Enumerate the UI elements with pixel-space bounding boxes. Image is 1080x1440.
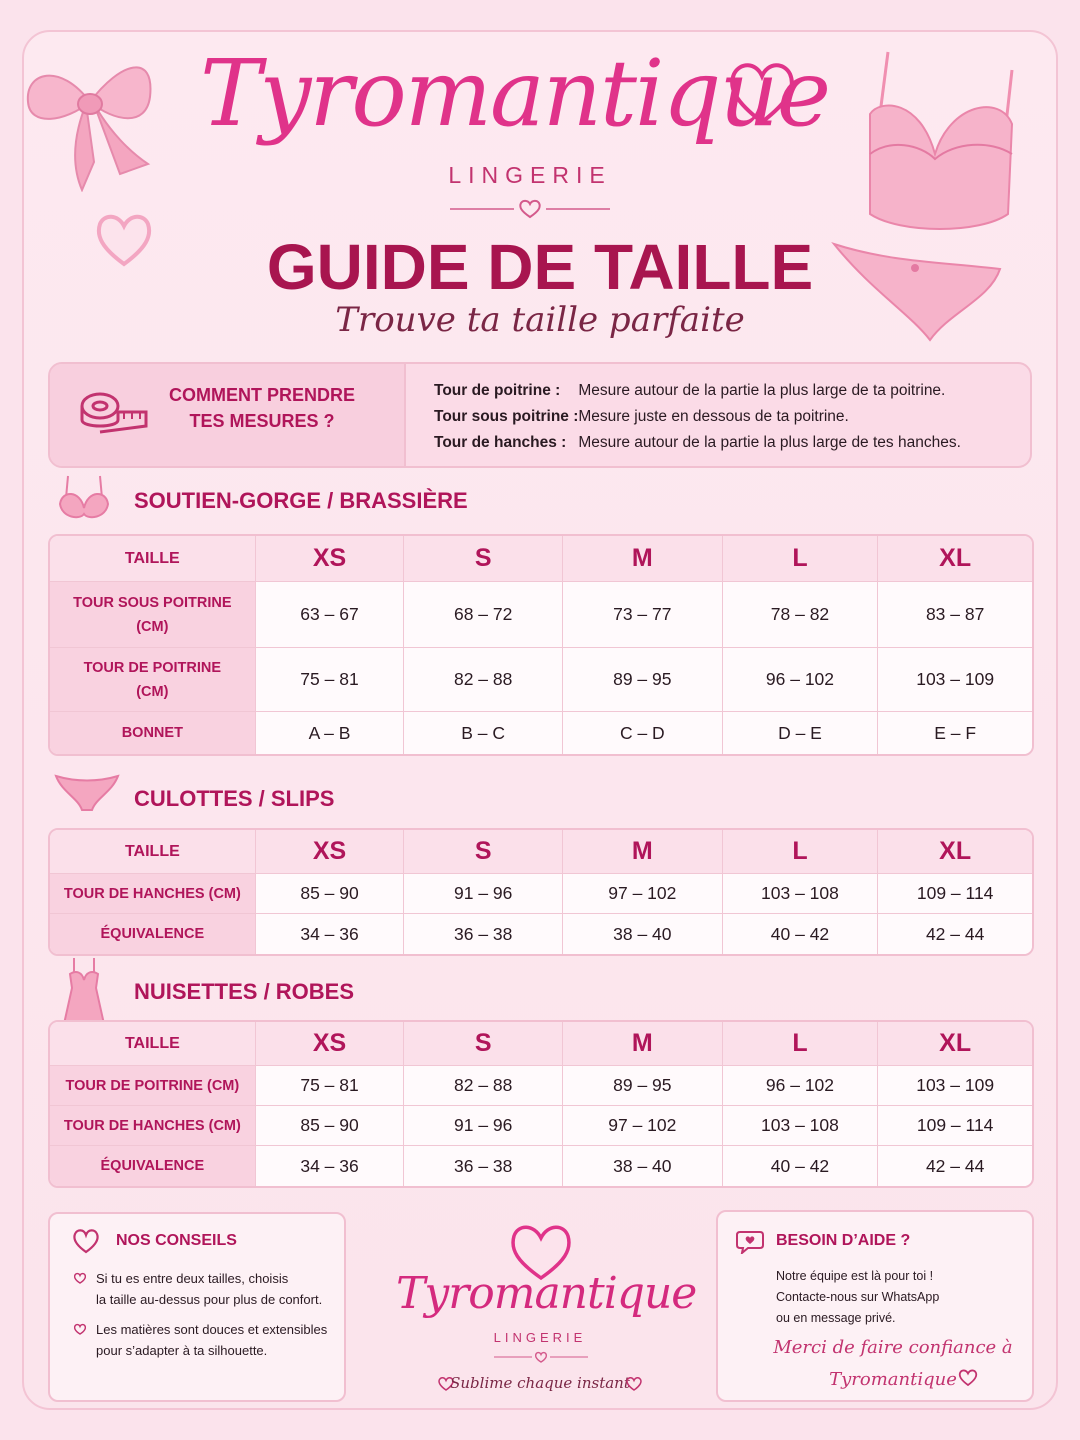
size-col-header: XL [878, 1022, 1032, 1066]
thanks-message [758, 1332, 1028, 1396]
size-col-header: XS [256, 1022, 405, 1066]
heart-outline-icon [722, 58, 802, 128]
table-cell: 68 – 72 [404, 582, 563, 648]
bullet-heart-icon [74, 1323, 86, 1335]
row-label-line2: (CM) [136, 683, 169, 700]
footer-brand-logo: Tyromantique [396, 1268, 697, 1319]
measure-question-line1: COMMENT PRENDRE [168, 385, 355, 405]
thanks-line: Tyromantique [829, 1369, 957, 1390]
row-label: TOUR DE HANCHES (CM) [50, 874, 256, 914]
measuring-tape-icon [78, 386, 148, 438]
size-col-header: XS [256, 536, 405, 582]
table-row [50, 1106, 1032, 1146]
measure-text: Mesure autour de la partie la plus large de ta poitrine. [578, 382, 946, 399]
table-cell: E – F [878, 712, 1032, 754]
table-cell: 97 – 102 [563, 874, 723, 914]
measure-info-box [48, 362, 1032, 468]
page-title: GUIDE DE TAILLE [266, 231, 814, 303]
row-label-line1: TOUR SOUS POITRINE [73, 594, 232, 611]
table-cell: C – D [563, 712, 723, 754]
tip-item [96, 1268, 322, 1310]
size-col-header: XL [878, 536, 1032, 582]
table-cell: 103 – 108 [723, 874, 879, 914]
heart-outline-icon [626, 1376, 642, 1391]
table-cell: 91 – 96 [404, 874, 563, 914]
nighties-section-title: NUISETTES / ROBES [134, 979, 355, 1004]
row-label-line1: TOUR DE POITRINE [83, 659, 222, 676]
table-cell: 40 – 42 [723, 914, 879, 954]
heart-outline-icon [958, 1368, 978, 1386]
table-cell: A – B [256, 712, 405, 754]
table-cell: 96 – 102 [723, 1066, 879, 1106]
bullet-heart-icon [74, 1272, 86, 1284]
table-cell: 109 – 114 [878, 874, 1032, 914]
table-cell: 38 – 40 [563, 1146, 723, 1186]
help-title: BESOIN D’AIDE ? [776, 1232, 911, 1249]
size-col-header: L [723, 1022, 879, 1066]
measure-text: Mesure juste en dessous de ta poitrine. [578, 408, 849, 425]
footer-brand-subtitle: LINGERIE [493, 1330, 587, 1345]
size-col-header: XL [878, 830, 1032, 874]
table-cell: 89 – 95 [563, 1066, 723, 1106]
measure-label: Tour de hanches : [434, 434, 567, 451]
help-box [716, 1210, 1034, 1402]
help-line: Notre équipe est là pour toi ! [776, 1269, 934, 1283]
table-cell: 34 – 36 [256, 1146, 405, 1186]
size-col-header: M [563, 1022, 723, 1066]
heart-outline-icon [72, 1228, 100, 1254]
row-label [50, 712, 256, 754]
measure-text: Mesure autour de la partie la plus large de tes hanches. [578, 434, 961, 451]
nighties-size-table [48, 1020, 1034, 1188]
size-col-header: L [723, 830, 879, 874]
heart-divider [494, 1350, 588, 1364]
size-header-label: TAILLE [50, 1022, 256, 1066]
chat-heart-icon [736, 1228, 764, 1254]
row-label [50, 582, 256, 648]
brand-logo-script: Tyromantique [200, 40, 830, 147]
table-cell: 63 – 67 [256, 582, 405, 648]
heart-outline-icon [92, 208, 156, 272]
size-col-header: S [404, 830, 563, 874]
measure-label: Tour sous poitrine : [434, 408, 579, 425]
table-cell: 85 – 90 [256, 1106, 405, 1146]
measure-label: Tour de poitrine : [434, 382, 561, 399]
tip-line: Les matières sont douces et extensibles [96, 1322, 328, 1337]
size-header-label: TAILLE [50, 830, 256, 874]
row-label-line2: (CM) [136, 618, 169, 635]
tip-item [96, 1319, 327, 1361]
size-header-label: TAILLE [50, 536, 256, 582]
measure-question-panel [50, 364, 406, 466]
table-cell: 83 – 87 [878, 582, 1032, 648]
table-row [50, 1066, 1032, 1106]
table-row [50, 712, 1032, 754]
heart-divider [450, 198, 610, 220]
table-cell: 82 – 88 [404, 1066, 563, 1106]
size-col-header: XS [256, 830, 405, 874]
table-cell: 75 – 81 [256, 648, 405, 712]
row-label: ÉQUIVALENCE [50, 914, 256, 954]
table-cell: 42 – 44 [878, 914, 1032, 954]
table-cell: 85 – 90 [256, 874, 405, 914]
size-col-header: L [723, 536, 879, 582]
measure-row-hips [434, 434, 961, 452]
tip-line: Si tu es entre deux tailles, choisis [96, 1271, 289, 1286]
table-cell: 103 – 109 [878, 648, 1032, 712]
table-header-row [50, 1022, 1032, 1066]
row-label: TOUR DE POITRINE (CM) [50, 1066, 256, 1106]
table-cell: 34 – 36 [256, 914, 405, 954]
table-cell: B – C [404, 712, 563, 754]
table-cell: 75 – 81 [256, 1066, 405, 1106]
brand-subtitle: LINGERIE [448, 162, 612, 188]
table-cell: 103 – 109 [878, 1066, 1032, 1106]
tip-line: pour s’adapter à ta silhouette. [96, 1343, 268, 1358]
size-col-header: M [563, 830, 723, 874]
table-cell: 40 – 42 [723, 1146, 879, 1186]
tip-line: la taille au-dessus pour plus de confort. [96, 1292, 323, 1307]
table-header-row [50, 830, 1032, 874]
measure-question-line2: TES MESURES ? [189, 411, 335, 431]
measure-row-underbust [434, 408, 849, 426]
help-text [776, 1266, 939, 1329]
table-cell: 103 – 108 [723, 1106, 879, 1146]
table-cell: 38 – 40 [563, 914, 723, 954]
table-cell: 91 – 96 [404, 1106, 563, 1146]
footer-tagline: Sublime chaque instant [450, 1374, 630, 1392]
table-cell: D – E [723, 712, 879, 754]
table-cell: 78 – 82 [723, 582, 879, 648]
size-col-header: S [404, 1022, 563, 1066]
help-line: ou en message privé. [776, 1311, 896, 1325]
size-col-header: S [404, 536, 563, 582]
row-label [50, 648, 256, 712]
bra-size-table [48, 534, 1034, 756]
table-row [50, 648, 1032, 712]
table-cell: 36 – 38 [404, 914, 563, 954]
measure-question [162, 382, 362, 434]
help-line: Contacte-nous sur WhatsApp [776, 1290, 940, 1304]
bow-icon [20, 42, 160, 192]
table-cell: 42 – 44 [878, 1146, 1032, 1186]
measure-row-bust [434, 382, 945, 400]
panties-size-table [48, 828, 1034, 956]
bra-icon [58, 474, 110, 522]
table-cell: 96 – 102 [723, 648, 879, 712]
panties-section-title: CULOTTES / SLIPS [134, 786, 335, 811]
table-cell: 109 – 114 [878, 1106, 1032, 1146]
table-cell: 36 – 38 [404, 1146, 563, 1186]
nightie-icon [62, 956, 106, 1026]
bra-section-title: SOUTIEN-GORGE / BRASSIÈRE [134, 488, 468, 513]
size-col-header: M [563, 536, 723, 582]
thanks-line: Merci de faire confiance à [773, 1337, 1013, 1358]
page-subtitle: Trouve ta taille parfaite [335, 300, 745, 340]
table-cell: 82 – 88 [404, 648, 563, 712]
table-row [50, 914, 1032, 954]
row-label-line1: BONNET [121, 725, 183, 741]
panties-icon [54, 772, 120, 812]
table-cell: 97 – 102 [563, 1106, 723, 1146]
table-cell: 89 – 95 [563, 648, 723, 712]
tips-box [48, 1212, 346, 1402]
table-cell: 73 – 77 [563, 582, 723, 648]
table-row [50, 1146, 1032, 1186]
table-row [50, 582, 1032, 648]
table-row [50, 874, 1032, 914]
row-label: ÉQUIVALENCE [50, 1146, 256, 1186]
tips-title: NOS CONSEILS [116, 1232, 237, 1249]
row-label: TOUR DE HANCHES (CM) [50, 1106, 256, 1146]
table-header-row [50, 536, 1032, 582]
